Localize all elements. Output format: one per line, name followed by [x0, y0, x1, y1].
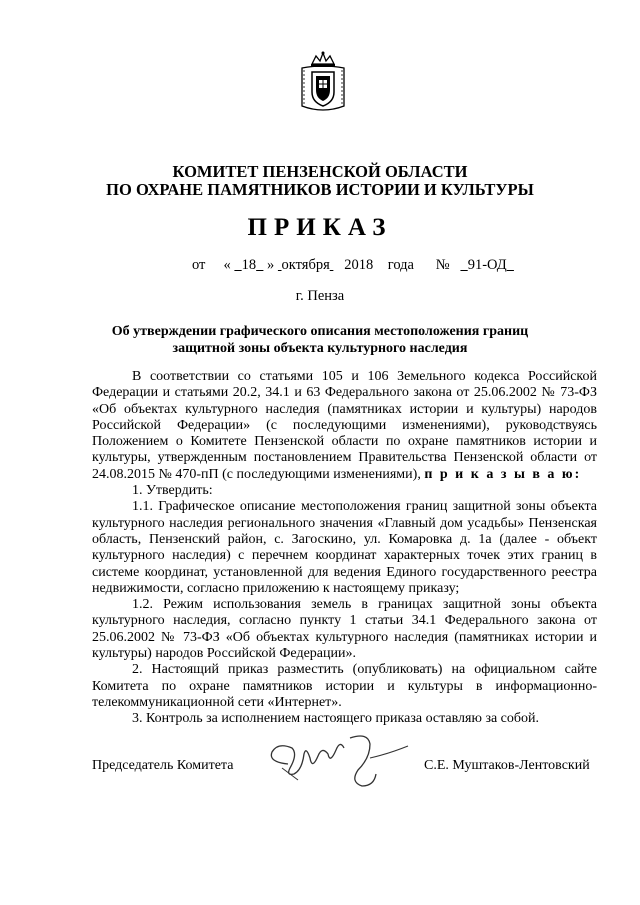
coat-of-arms-icon — [298, 50, 348, 114]
item-1-1: 1.1. Графическое описание местоположения границ защитной зоны объекта культурного наследия регионального значения «Главный дом усадьбы» Пензенская область, Пензенский район, с. Загоскино, ул. Комаровка д. 1а (далее - объект культурного наследия) с перечнем координат характерных точек этих границ в системе координат, установленной для ведения Единого государственного реестра недвижимости, согласно приложению к настоящему приказу; — [92, 499, 597, 596]
date-month: октября — [281, 257, 330, 273]
date-year: 2018 — [344, 257, 374, 273]
order-word: п р и к а з ы в а ю: — [424, 466, 582, 482]
date-close-quote: » — [267, 257, 275, 273]
date-line — [192, 257, 514, 274]
org-name-line1: КОМИТЕТ ПЕНЗЕНСКОЙ ОБЛАСТИ — [172, 162, 468, 181]
date-open-quote: « — [223, 257, 231, 273]
order-body — [92, 369, 597, 728]
order-number: 91-ОД — [467, 257, 507, 273]
city: г. Пенза — [295, 288, 345, 304]
order-heading — [100, 323, 540, 357]
handwritten-signature-icon — [258, 724, 418, 794]
intro-paragraph: В соответствии со статьями 105 и 106 Земельного кодекса Российской Федерации и статьями 20.2, 34.1 и 63 Федерального закона от 25.06.2002 № 73-ФЗ «Об объектах культурного наследия (памятниках истории и культуры) народов Российской Федерации» (с последующими изменениями), руководствуясь Положением о Комитете Пензенской области по охране памятников истории и культуры, утвержденным постановлением Правительства Пензенской области от 24.08.2015 № 470-пП (с последующими изменениями), п р и к а з ы в а ю: — [92, 369, 597, 482]
number-sign: № — [435, 257, 450, 273]
item-3: 3. Контроль за исполнением настоящего приказа оставляю за собой. — [132, 711, 540, 727]
item-1-2: 1.2. Режим использования земель в границах защитной зоны объекта культурного наследия, согласно пункту 1 статьи 34.1 Федерального закона от 25.06.2002 № 73-ФЗ «Об объектах культурного наследия (памятниках истории и культуры) народов Российской Федерации». — [92, 597, 597, 662]
org-name-line2: ПО ОХРАНЕ ПАМЯТНИКОВ ИСТОРИИ И КУЛЬТУРЫ — [106, 180, 534, 199]
order-heading-line1: Об утверждении графического описания местоположения границ — [111, 324, 529, 339]
signer-name: С.Е. Муштаков-Лентовский — [424, 758, 590, 773]
item-1: 1. Утвердить: — [132, 483, 213, 499]
date-year-word: года — [387, 257, 414, 273]
document-title: ПРИКАЗ — [247, 214, 393, 241]
order-heading-line2: защитной зоны объекта культурного наследия — [172, 341, 468, 356]
signer-role: Председатель Комитета — [92, 758, 234, 773]
item-2: 2. Настоящий приказ разместить (опубликовать) на официальном сайте Комитета по охране памятников истории и культуры в информационно-телекоммуникационной сети «Интернет». — [92, 662, 597, 710]
date-day: 18 — [241, 257, 257, 273]
date-prefix: от — [192, 257, 206, 273]
